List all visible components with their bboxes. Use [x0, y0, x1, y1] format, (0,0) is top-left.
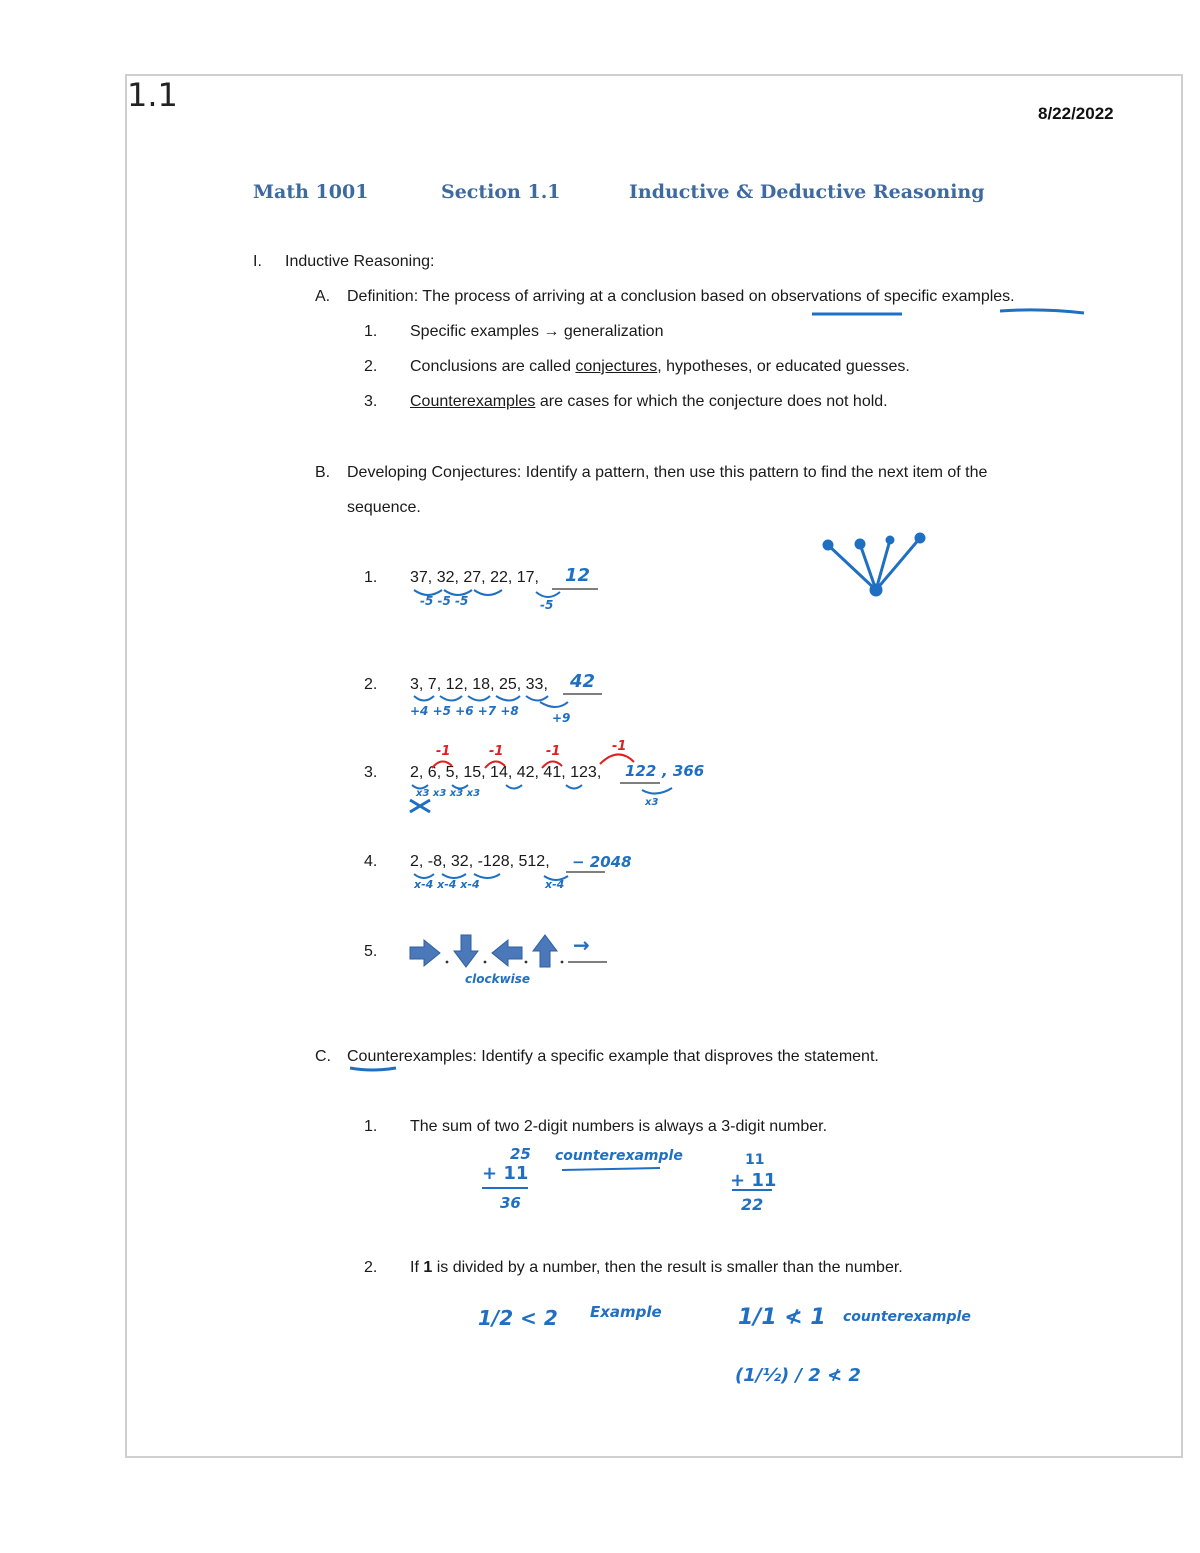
statement: The sum of two 2-digit numbers is always a 3-digit number.	[410, 1118, 828, 1135]
arrow-right-icon	[410, 940, 440, 966]
handwritten-work: 25	[510, 1145, 531, 1163]
list-item-number: 3.	[364, 393, 378, 410]
list-item-number: 5.	[364, 943, 378, 960]
handwritten-red-note: -1	[546, 744, 561, 759]
sequence: 37, 32, 27, 22, 17,	[410, 569, 539, 586]
label-underline	[562, 1168, 660, 1170]
statement-bold: 1	[423, 1259, 433, 1276]
underline-counter	[350, 1068, 396, 1070]
handwritten-work: + 11	[482, 1163, 529, 1184]
handwritten-red-note: -1	[436, 744, 451, 759]
handwritten-label: Example	[590, 1303, 662, 1321]
list-item-number: 1.	[364, 569, 378, 586]
part-b-line1: Developing Conjectures: Identify a pattern, then use this pattern to find the next item of the	[347, 464, 988, 481]
topic-title: Inductive & Deductive Reasoning	[629, 181, 985, 203]
list-item-number: 4.	[364, 853, 378, 870]
word-observations: observations	[770, 288, 862, 305]
section-number: I.	[253, 253, 262, 270]
section-title: Section 1.1	[441, 181, 561, 203]
definition-mid: of specific	[861, 288, 942, 305]
word-conjectures: conjectures	[575, 358, 658, 375]
word-counter: Counter	[347, 1048, 404, 1065]
handwritten-work: 1/2 < 2	[478, 1306, 558, 1330]
arrow-sequence	[410, 935, 557, 967]
handwritten-note: +4 +5 +6 +7 +8	[410, 704, 519, 718]
word-examples: examples.	[941, 288, 1015, 305]
handwritten-answer: →	[573, 933, 590, 957]
underline-examples	[1000, 310, 1084, 313]
arrow-left-icon	[492, 940, 522, 966]
part-c-rest: examples: Identify a specific example that disproves the statement.	[403, 1048, 879, 1065]
item-text: Conclusions are called	[410, 358, 576, 375]
part-a-letter: A.	[315, 288, 331, 305]
handwritten-note: x-4	[545, 878, 565, 891]
handwritten-note: +9	[552, 711, 571, 725]
difference-braces	[410, 590, 672, 880]
handwritten-answer: 12	[565, 565, 591, 586]
handwritten-work: 22	[741, 1195, 764, 1214]
page-label: 1.1	[127, 76, 178, 114]
item-text: , hypotheses, or educated guesses.	[657, 358, 910, 375]
sequence: 3, 7, 12, 18, 25, 33,	[410, 676, 548, 693]
handwritten-note: clockwise	[465, 972, 531, 986]
handwritten-note: x-4 x-4 x-4	[414, 878, 480, 891]
list-item-number: 2.	[364, 358, 378, 375]
handwritten-label: counterexample	[555, 1148, 683, 1164]
handwritten-red-note: -1	[489, 744, 504, 759]
part-c-letter: C.	[315, 1048, 331, 1065]
handwritten-answer: − 2048	[572, 853, 632, 871]
list-item-number: 2.	[364, 1259, 378, 1276]
item-text: are cases for which the conjecture does not hold.	[535, 393, 888, 410]
list-item-number: 1.	[364, 1118, 378, 1135]
sequence: 2, 6, 5, 15, 14, 42, 41, 123,	[410, 764, 602, 781]
handwritten-answer: 42	[570, 671, 596, 692]
statement-text: is divided by a number, then the result is smaller than the number.	[432, 1259, 903, 1276]
part-b-letter: B.	[315, 464, 331, 481]
sequence: 2, -8, 32, -128, 512,	[410, 853, 550, 870]
handwritten-answer: 122	[625, 762, 657, 780]
handwritten-work: 11	[745, 1152, 765, 1168]
handwritten-work: 36	[500, 1194, 521, 1212]
arrow-up-icon	[533, 935, 557, 967]
course-title: Math 1001	[253, 181, 369, 203]
handwritten-note: x3	[645, 797, 659, 808]
red-arcs	[432, 754, 634, 768]
handwritten-note: -5 -5 -5	[420, 594, 469, 608]
list-item-number: 2.	[364, 676, 378, 693]
handwritten-work: (1/½) / 2 ≮ 2	[735, 1365, 861, 1386]
handwritten-work: 1/1 ≮ 1	[738, 1305, 826, 1330]
handwritten-note: -5	[540, 598, 554, 612]
arrow-down-icon	[454, 935, 478, 967]
part-b-line2: sequence.	[347, 499, 421, 516]
section-heading: Inductive Reasoning:	[285, 253, 435, 270]
statement-text: If	[410, 1259, 424, 1276]
tree-sketch	[824, 534, 924, 595]
definition-prefix: Definition: The process of arriving at a conclusion based on	[347, 288, 771, 305]
handwritten-label: counterexample	[843, 1309, 971, 1325]
handwritten-answer-extra: , 366	[662, 762, 705, 780]
list-item: Specific examples → generalization	[410, 323, 664, 340]
word-counterexamples: Counterexamples	[410, 393, 536, 410]
handwritten-work: + 11	[730, 1170, 777, 1191]
handwritten-red-note: -1	[612, 739, 627, 754]
handwritten-note: x3 x3 x3 x3	[416, 788, 481, 799]
list-item-number: 1.	[364, 323, 378, 340]
list-item-number: 3.	[364, 764, 378, 781]
date: 8/22/2022	[1038, 104, 1114, 123]
